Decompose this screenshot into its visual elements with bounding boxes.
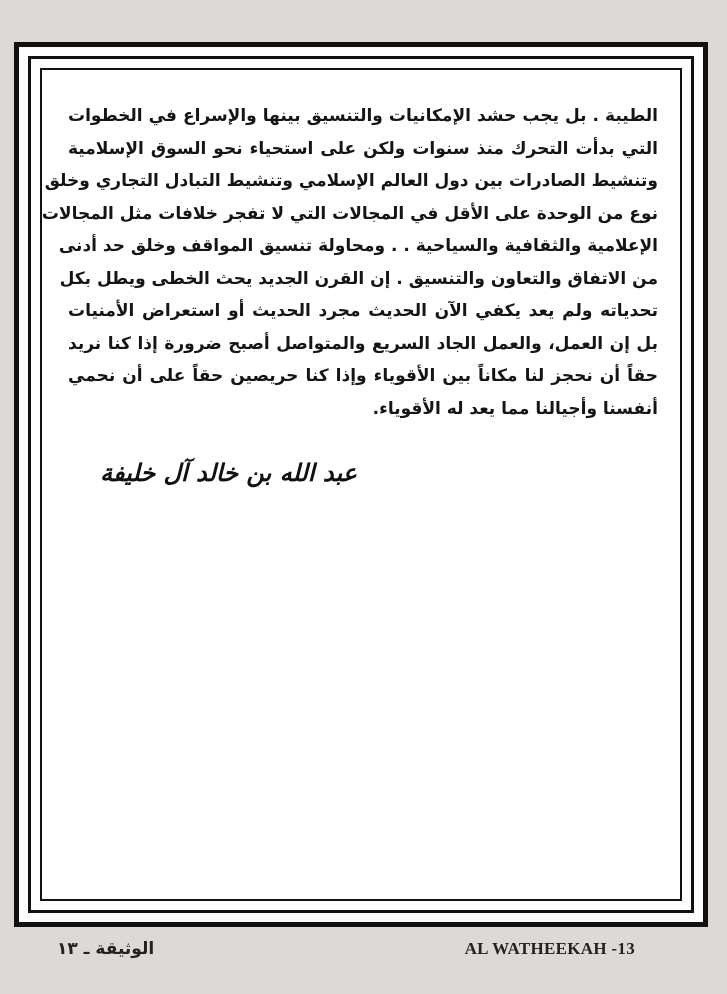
article-line: الإعلامية والثقافية والسياحية . . ومحاولة تنسيق المواقف وخلق حد أدنى [58, 236, 658, 256]
author-signature: عبد الله بن خالد آل خليفة [100, 458, 357, 487]
footer-arabic-page-label: الوثيقة ـ ١٣ [57, 939, 155, 959]
article-line: الطيبة . بل يجب حشد الإمكانيات والتنسيق بينها والإسراع في الخطوات [68, 106, 658, 126]
article-line: بل إن العمل، والعمل الجاد السريع والمتواصل أصبح ضرورة إذا كنا نريد [68, 333, 658, 354]
article-line: وتنشيط الصادرات بين دول العالم الإسلامي وتنشيط التبادل التجاري وخلق [44, 171, 658, 191]
article-line: من الاتفاق والتعاون والتنسيق . إن القرن الجديد يحث الخطى ويطل بكل [59, 268, 658, 289]
footer-english-page-label: AL WATHEEKAH -13 [464, 939, 635, 958]
article-line: حقاً أن نحجز لنا مكاناً بين الأقوياء وإذا كنا حريصين حقاً على أن نحمي [68, 366, 658, 386]
article-line: نوع من الوحدة على الأقل في المجالات التي لا تفجر خلافات مثل المجالات [41, 203, 658, 224]
article-body [41, 100, 658, 425]
article-line: التي بدأت التحرك منذ سنوات ولكن على استحياء نحو السوق الإسلامية [68, 138, 658, 159]
article-line: تحدياته ولم يعد يكفي الآن الحديث مجرد الحديث أو استعراض الأمنيات [68, 301, 658, 321]
page-footer [0, 935, 727, 965]
article-line: أنفسنا وأجيالنا مما يعد له الأقوياء. [372, 398, 658, 419]
